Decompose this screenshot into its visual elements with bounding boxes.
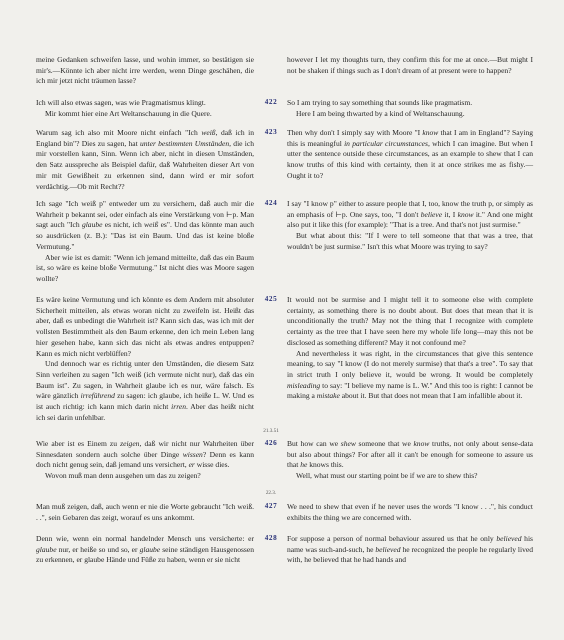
english-paragraph: It would not be surmise and I might tell it to someone else with complete certainty, as something there is no doubt about. But does that mean that it is unconditionally the truth? May not the thing that I recognize with complete certainty as the tree that I have seen here my whole life long—may this not be disclosed as something different? May it not confound me?: [287, 295, 533, 347]
english-paragraph: I say "I know p" either to assure people that I, too, know the truth p, or simply as an emphasis of ⊢p. One says, too, "I don't believe it, I know it." And one might also put it like this (for example): "That is a tree. And that's not just surmise.": [287, 199, 533, 230]
english-paragraph: But what about this: "If I were to tell someone that that was a tree, that wouldn't be just surmise." Isn't this what Moore was trying to say?: [287, 231, 533, 251]
german-paragraph: Mir kommt hier eine Art Weltanschauung in die Quere.: [45, 108, 212, 118]
german-text-425: [36, 295, 254, 423]
english-paragraph: So I am trying to say something that sounds like pragmatism.: [287, 98, 473, 107]
english-paragraph: For suppose a person of normal behaviour assured us that he only believed his name was such-and-such, he believed he recognized the people he regularly lived with, he believed that he had hands and: [287, 534, 533, 565]
section-number-424: 424: [264, 199, 278, 207]
english-paragraph: We need to shew that even if he never uses the words "I know . . .", his conduct exhibits the thing we are concerned with.: [287, 502, 533, 522]
german-paragraph: Ich will also etwas sagen, was wie Pragmatismus klingt.: [36, 98, 206, 107]
german-text-continuation: [36, 55, 254, 87]
german-paragraph: Aber wie ist es damit: "Wenn ich jemand mitteilte, daß das ein Baum ist, so wäre es keine bloße Vermutung." Ist nicht dies was Moore sagen wollte?: [36, 252, 254, 283]
german-paragraph: Es wäre keine Vermutung und ich könnte es dem Andern mit absoluter Sicherheit mitteilen, als etwas woran nicht zu zweifeln ist. Heißt das aber, daß es unbedingt die Wahrheit ist? Kann sich das, was ich mit der vollsten Bestimmtheit als den Baum erkenne, den ich mein Leben lang hier gesehen habe, kann sich das nicht als etwas andres entpuppen? Kann es mich nicht verblüffen?: [36, 295, 254, 358]
german-text-423: [36, 128, 254, 192]
section-number-425: 425: [264, 295, 278, 303]
english-paragraph: however I let my thoughts turn, they confirm this for me at once.—But might I not be shaken if things such as I don't dream of at present were to happen?: [287, 55, 533, 75]
german-paragraph: Man muß zeigen, daß, auch wenn er nie die Worte gebraucht "Ich weiß. . .", sein Gebaren das zeigt, worauf es uns ankommt.: [36, 502, 254, 522]
german-paragraph: Wovon muß man denn ausgehen um das zu zeigen?: [45, 471, 201, 481]
section-number-422: 422: [264, 98, 278, 106]
english-text-423: [287, 128, 533, 182]
english-paragraph: Here I am being thwarted by a kind of Weltanschauung.: [296, 108, 465, 118]
german-paragraph: Denn wie, wenn ein normal handelnder Mensch uns versicherte: er glaube nur, er heiße so und so, er glaube seine ständigen Hausgenossen zu erkennen, er glaube Hände und Füße zu haben, wenn er sie nicht: [36, 534, 254, 565]
german-text-428: [36, 534, 254, 566]
english-paragraph: Then why don't I simply say with Moore "I know that I am in England"? Saying this is meaningful in particular circumstances, which I can imagine. But when I utter the sentence outside these circumstances, as an example to shew that I can know truths of this kind with certainty, then it at once strikes me as fishy.—Ought it to?: [287, 128, 534, 180]
german-text-422: [36, 98, 254, 119]
german-paragraph: Ich sage "Ich weiß p" entweder um zu versichern, daß auch mir die Wahrheit p bekannt sei, oder einfach als eine Verstärkung von ⊢p. Man sagt auch "Ich glaube es nicht, ich weiß es". Und das könnte man auch so ausdrücken (z. B.): "Das ist ein Baum. Und das ist keine bloße Vermutung.": [36, 199, 255, 251]
section-number-423: 423: [264, 128, 278, 136]
english-text-424: [287, 199, 533, 253]
german-text-424: [36, 199, 254, 285]
english-text-426: [287, 439, 533, 482]
english-text-427: [287, 502, 533, 523]
section-number-426: 426: [264, 439, 278, 447]
date-note-21-3-51: 21.3.51: [263, 428, 279, 434]
german-text-426: [36, 439, 254, 482]
german-paragraph: Warum sag ich also mit Moore nicht einfach "Ich weiß, daß ich in England bin"? Dies zu sagen, hat unter bestimmten Umständen, die ich mir vorstellen kann, Sinn. Wenn ich aber, nicht in diesen Umständen, den Satz ausspreche als Beispiel dafür, daß Wahrheiten dieser Art von mir mit Gewißheit zu erkennen sind, dann wird er mir sofort verdächtig.—Ob mit Recht??: [36, 128, 254, 191]
english-text-428: [287, 534, 533, 566]
german-text-427: [36, 502, 254, 523]
german-paragraph: Und dennoch war es richtig unter den Umständen, die diesem Satz Sinn verleihen zu sagen "Ich weiß (ich vermute nicht nur), daß das ein Baum ist". Zu sagen, in Wahrheit glaube ich es nur, wäre falsch. Es wäre gänzlich irreführend zu sagen: ich glaube, ich heiße L. W. Und es ist auch richtig: ich kann mich darin nicht irren. Aber das heißt nicht ich sei darin unfehlbar.: [36, 359, 254, 422]
english-paragraph: Well, what must our starting point be if we are to shew this?: [296, 471, 478, 481]
german-paragraph: meine Gedanken schweifen lasse, und wohin immer, so bestätigen sie mir's.—Könnte ich aber nicht irre werden, wenn Dinge geschähen, die ich mir jetzt nicht träumen lasse?: [36, 55, 254, 86]
section-number-427: 427: [264, 502, 278, 510]
date-note-22-3: 22.3.: [265, 490, 277, 496]
english-paragraph: But how can we shew someone that we know truths, not only about sense-data but also about things? For after all it can't be enough for someone to assure us that he knows this.: [287, 439, 533, 470]
english-paragraph: And nevertheless it was right, in the circumstances that give this sentence meaning, to say "I know (I do not merely surmise) that that's a tree". To say that in strict truth I only believe it, would be wrong. It would be completely misleading to say: "I believe my name is L. W." And this too is right: I cannot be making a mistake about it. But that does not mean that I am infallible about it.: [287, 348, 533, 401]
english-text-425: [287, 295, 533, 402]
english-text-continuation: [287, 55, 533, 76]
german-paragraph: Wie aber ist es Einem zu zeigen, daß wir nicht nur Wahrheiten über Sinnesdaten sondern auch solche über Dinge wissen? Denn es kann doch nicht genug sein, daß jemand uns versichert, er wisse dies.: [36, 439, 254, 470]
section-number-428: 428: [264, 534, 278, 542]
english-text-422: [287, 98, 533, 119]
